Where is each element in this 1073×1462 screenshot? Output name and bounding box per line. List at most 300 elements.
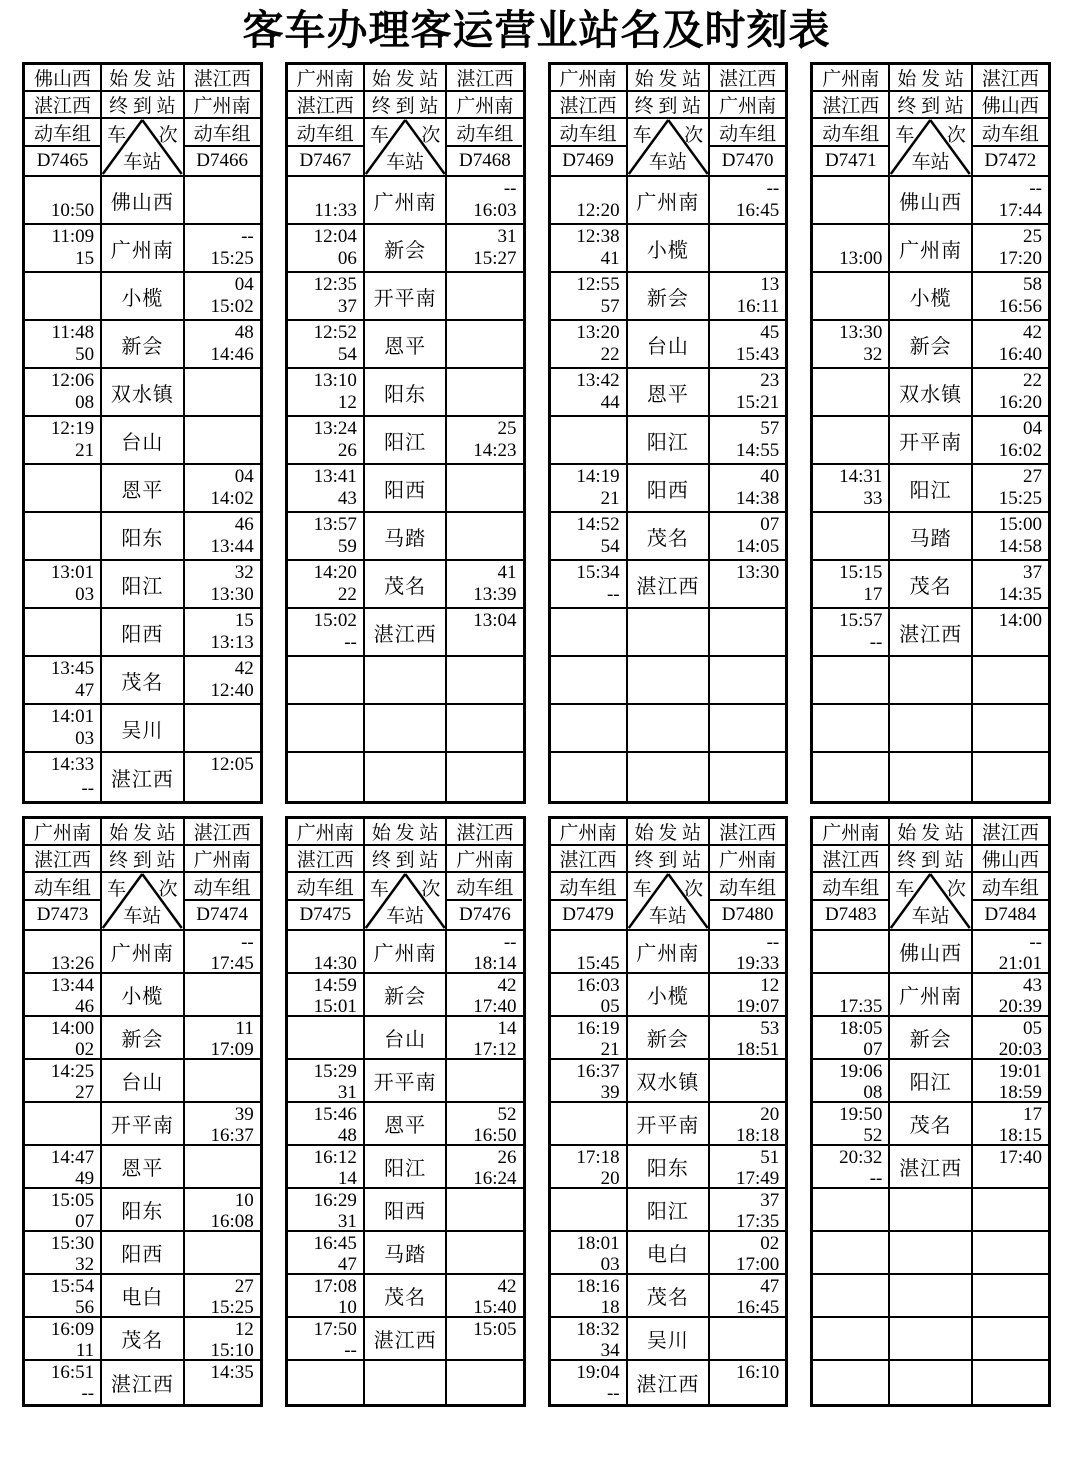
- down-arrive-time: 18:16: [576, 1276, 620, 1297]
- up-times-cell: [447, 417, 522, 463]
- down-depart-time: 48: [337, 1125, 357, 1146]
- up-times-cell: [447, 1318, 522, 1359]
- down-times-cell: [551, 1146, 626, 1187]
- station-name-cell: 阳西: [100, 609, 185, 655]
- station-name-cell: 阳江: [363, 417, 448, 463]
- up-arrive-time: 16:56: [998, 296, 1042, 317]
- up-times-cell: [185, 1275, 260, 1316]
- down-arrive-time: 12:19: [50, 418, 95, 439]
- down-depart-time: 11:33: [314, 200, 357, 221]
- emu-label-right: 动车组: [710, 119, 785, 147]
- emu-label-left: 动车组: [813, 119, 888, 147]
- up-times-cell: [710, 417, 785, 463]
- station-name-cell: 新会: [100, 1017, 185, 1058]
- station-name-cell: 开平南: [363, 273, 448, 319]
- up-arrive-time: 14:23: [473, 440, 517, 461]
- train-number-row: [551, 119, 786, 177]
- train-station-diagonal-header: [100, 873, 185, 929]
- station-name-cell: 湛江西: [363, 1318, 448, 1359]
- station-name-cell: [888, 1318, 973, 1359]
- station-name-cell: 新会: [626, 1017, 711, 1058]
- down-arrive-time: 12:35: [313, 274, 357, 295]
- station-name-cell: 湛江西: [626, 1361, 711, 1404]
- up-arrive-time: 13:13: [210, 632, 254, 653]
- down-times-cell: [813, 513, 888, 559]
- down-depart-time: --: [869, 1168, 883, 1189]
- station-row: [813, 225, 1048, 273]
- terminal-right-station: 佛山西: [981, 96, 1039, 117]
- station-row: [813, 1060, 1048, 1103]
- down-depart-time: 10:50: [50, 200, 95, 221]
- station-row: [551, 1017, 786, 1060]
- up-times-cell: [710, 705, 785, 751]
- station-name-cell: 茂名: [888, 561, 973, 607]
- station-name-cell: 电白: [100, 1275, 185, 1316]
- down-arrive-time: 16:29: [313, 1190, 357, 1211]
- train-char: 车: [895, 879, 915, 900]
- up-times-cell: [447, 1103, 522, 1144]
- origin-row: [288, 65, 523, 92]
- station-row: [25, 417, 260, 465]
- up-times-cell: [185, 1060, 260, 1101]
- down-depart-time: 14: [337, 1168, 357, 1189]
- down-times-cell: [813, 974, 888, 1015]
- up-times-cell: [710, 1361, 785, 1404]
- down-times-cell: [25, 369, 100, 415]
- number-char: 次: [421, 879, 441, 900]
- down-times-cell: [25, 1017, 100, 1058]
- down-depart-time: 15: [75, 248, 95, 269]
- train-station-diagonal-header: [888, 119, 973, 175]
- up-times-cell: [710, 931, 785, 972]
- station-char: 车站: [123, 152, 162, 173]
- down-arrive-time: 12:38: [576, 226, 620, 247]
- up-arrive-time: 13:44: [210, 536, 254, 557]
- down-arrive-time: 14:25: [50, 1061, 95, 1082]
- down-times-cell: [288, 177, 363, 223]
- station-row: [288, 273, 523, 321]
- station-row: [551, 931, 786, 974]
- up-arrive-time: 14:38: [735, 488, 780, 509]
- train-char: 车: [107, 125, 127, 146]
- down-arrive-time: 13:01: [50, 562, 95, 583]
- left-train-col: [813, 119, 888, 175]
- terminal-label: 终 到 站: [363, 846, 448, 871]
- up-depart-time: --: [766, 178, 780, 199]
- down-times-cell: [551, 1275, 626, 1316]
- down-arrive-time: 13:57: [313, 514, 357, 535]
- up-arrive-time: 19:33: [735, 953, 780, 974]
- emu-label-left: 动车组: [25, 119, 100, 147]
- up-times-cell: [973, 1232, 1048, 1273]
- station-row: [25, 657, 260, 705]
- station-char: 车站: [648, 152, 687, 173]
- up-arrive-time: 17:00: [735, 1254, 780, 1275]
- train-number-right: D7466: [196, 150, 249, 171]
- up-depart-time: 53: [760, 1018, 780, 1039]
- up-times-cell: [710, 1318, 785, 1359]
- station-row: [551, 1275, 786, 1318]
- station-row: [813, 177, 1048, 225]
- down-arrive-time: 13:20: [576, 322, 620, 343]
- up-times-cell: [973, 1361, 1048, 1404]
- station-name-cell: 湛江西: [626, 561, 711, 607]
- down-arrive-time: 14:19: [576, 466, 620, 487]
- number-char: 次: [946, 879, 966, 900]
- origin-label: 始 发 站: [363, 65, 448, 90]
- station-row: [551, 321, 786, 369]
- down-times-cell: [288, 931, 363, 972]
- up-times-cell: [447, 1060, 522, 1101]
- down-times-cell: [288, 369, 363, 415]
- emu-label-left: 动车组: [288, 119, 363, 147]
- station-row: [813, 1146, 1048, 1189]
- up-depart-time: 37: [760, 1190, 780, 1211]
- terminal-label: 终 到 站: [626, 92, 711, 117]
- station-row: [551, 974, 786, 1017]
- up-times-cell: [973, 1189, 1048, 1230]
- down-depart-time: --: [81, 1383, 95, 1404]
- up-depart-time: 57: [760, 418, 780, 439]
- down-depart-time: 39: [600, 1082, 620, 1103]
- station-row: [551, 609, 786, 657]
- station-name-cell: 新会: [100, 321, 185, 367]
- terminal-label: 终 到 站: [888, 92, 973, 117]
- down-depart-time: 34: [600, 1340, 620, 1361]
- down-times-cell: [288, 609, 363, 655]
- up-times-cell: [185, 273, 260, 319]
- up-times-cell: [185, 561, 260, 607]
- origin-right-station: 湛江西: [719, 823, 777, 844]
- down-times-cell: [25, 1060, 100, 1101]
- up-times-cell: [973, 465, 1048, 511]
- station-name-cell: 台山: [363, 1017, 448, 1058]
- up-depart-time: 13:04: [473, 610, 517, 631]
- station-row: [813, 369, 1048, 417]
- up-arrive-time: 17:20: [998, 248, 1042, 269]
- up-depart-time: 42: [1022, 322, 1042, 343]
- down-times-cell: [813, 1017, 888, 1058]
- number-char: 次: [158, 125, 178, 146]
- train-number-left: D7479: [562, 904, 614, 925]
- station-name-cell: 湛江西: [363, 609, 448, 655]
- right-train-col: [973, 873, 1048, 929]
- up-arrive-time: 17:45: [210, 953, 254, 974]
- terminal-right-station: 佛山西: [981, 850, 1039, 871]
- up-times-cell: [710, 657, 785, 703]
- up-arrive-time: 16:40: [998, 344, 1042, 365]
- down-depart-time: 11: [75, 1340, 95, 1361]
- up-arrive-time: 16:24: [473, 1168, 517, 1189]
- station-char: 车站: [911, 152, 950, 173]
- down-depart-time: 03: [75, 728, 95, 749]
- up-times-cell: [185, 609, 260, 655]
- station-row: [288, 321, 523, 369]
- station-name-cell: 小榄: [888, 273, 973, 319]
- station-name-cell: 佛山西: [888, 931, 973, 972]
- station-name-cell: 阳江: [363, 1146, 448, 1187]
- up-depart-time: 25: [497, 418, 517, 439]
- station-name-cell: 开平南: [888, 417, 973, 463]
- station-name-cell: 广州南: [626, 931, 711, 972]
- down-depart-time: 20: [600, 1168, 620, 1189]
- down-depart-time: 02: [75, 1039, 95, 1060]
- down-depart-time: 41: [600, 248, 620, 269]
- left-train-col: [288, 873, 363, 929]
- down-depart-time: 32: [75, 1254, 95, 1275]
- down-times-cell: [25, 753, 100, 801]
- down-arrive-time: 13:30: [839, 322, 883, 343]
- origin-row: [813, 819, 1048, 846]
- up-depart-time: 11: [235, 1018, 254, 1039]
- down-arrive-time: 16:12: [313, 1147, 357, 1168]
- up-times-cell: [973, 705, 1048, 751]
- train-number-left: D7465: [36, 150, 89, 171]
- down-times-cell: [288, 1275, 363, 1316]
- station-row: [551, 369, 786, 417]
- up-times-cell: [447, 753, 522, 801]
- right-train-col: [973, 119, 1048, 175]
- up-depart-time: 39: [234, 1104, 254, 1125]
- up-times-cell: [447, 931, 522, 972]
- station-row: [288, 974, 523, 1017]
- terminal-row: [813, 92, 1048, 119]
- down-arrive-time: 14:31: [839, 466, 883, 487]
- train-number-right: D7472: [984, 150, 1037, 171]
- station-row: [25, 1146, 260, 1189]
- origin-left-station: 广州南: [34, 823, 92, 844]
- up-times-cell: [447, 1189, 522, 1230]
- up-depart-time: 52: [497, 1104, 517, 1125]
- down-times-cell: [288, 1318, 363, 1359]
- station-row: [25, 1275, 260, 1318]
- down-times-cell: [25, 1275, 100, 1316]
- up-times-cell: [710, 465, 785, 511]
- down-arrive-time: 12:04: [313, 226, 357, 247]
- up-depart-time: 17: [1022, 1104, 1042, 1125]
- down-times-cell: [288, 1017, 363, 1058]
- up-arrive-time: 18:15: [998, 1125, 1042, 1146]
- up-times-cell: [185, 931, 260, 972]
- down-times-cell: [551, 465, 626, 511]
- emu-label-left: 动车组: [551, 873, 626, 901]
- station-name-cell: 阳西: [100, 1232, 185, 1273]
- down-times-cell: [25, 321, 100, 367]
- terminal-left-station: 湛江西: [296, 850, 354, 871]
- station-name-cell: 阳东: [100, 1189, 185, 1230]
- station-row: [25, 1017, 260, 1060]
- station-char: 车站: [123, 906, 162, 927]
- up-depart-time: --: [241, 932, 254, 953]
- station-name-cell: [626, 609, 711, 655]
- station-name-cell: 茂名: [363, 561, 448, 607]
- station-name-cell: 吴川: [626, 1318, 711, 1359]
- down-arrive-time: 13:10: [313, 370, 357, 391]
- down-times-cell: [25, 273, 100, 319]
- down-times-cell: [813, 705, 888, 751]
- station-row: [551, 561, 786, 609]
- station-row: [25, 1232, 260, 1275]
- station-name-cell: 广州南: [888, 974, 973, 1015]
- station-row: [288, 931, 523, 974]
- down-times-cell: [25, 1232, 100, 1273]
- up-times-cell: [447, 705, 522, 751]
- down-depart-time: 52: [863, 1125, 883, 1146]
- timetable-card-D7471-D7472: [810, 62, 1051, 804]
- down-depart-time: 13:26: [50, 953, 95, 974]
- down-depart-time: 21: [75, 440, 95, 461]
- down-arrive-time: 12:55: [576, 274, 620, 295]
- up-depart-time: 41: [497, 562, 517, 583]
- station-name-cell: 佛山西: [100, 177, 185, 223]
- down-depart-time: 22: [600, 344, 620, 365]
- up-depart-time: 15:05: [473, 1319, 517, 1340]
- station-name-cell: 广州南: [100, 931, 185, 972]
- train-station-diagonal-header: [100, 119, 185, 175]
- down-depart-time: 12:20: [576, 200, 620, 221]
- station-name-cell: [888, 1232, 973, 1273]
- terminal-label: 终 到 站: [626, 846, 711, 871]
- up-times-cell: [185, 321, 260, 367]
- up-arrive-time: 20:03: [998, 1039, 1042, 1060]
- origin-label: 始 发 站: [626, 819, 711, 844]
- down-times-cell: [813, 1275, 888, 1316]
- number-char: 次: [946, 125, 966, 146]
- origin-left-station: 佛山西: [34, 69, 92, 90]
- station-name-cell: 阳西: [626, 465, 711, 511]
- down-depart-time: 26: [337, 440, 357, 461]
- station-name-cell: 双水镇: [888, 369, 973, 415]
- train-number-left: D7469: [562, 150, 614, 171]
- down-times-cell: [813, 1361, 888, 1404]
- station-row: [288, 1189, 523, 1232]
- station-row: [25, 225, 260, 273]
- up-depart-time: 14:00: [998, 610, 1042, 631]
- origin-label: 始 发 站: [100, 65, 185, 90]
- origin-label: 始 发 站: [363, 819, 448, 844]
- station-row: [813, 321, 1048, 369]
- up-depart-time: 12:05: [210, 754, 254, 775]
- up-times-cell: [447, 225, 522, 271]
- up-arrive-time: 16:45: [735, 1297, 780, 1318]
- down-times-cell: [813, 1146, 888, 1187]
- down-times-cell: [25, 177, 100, 223]
- up-arrive-time: 13:30: [210, 584, 254, 605]
- up-arrive-time: 19:07: [735, 996, 780, 1017]
- left-train-col: [551, 119, 626, 175]
- station-row: [551, 705, 786, 753]
- up-times-cell: [710, 1275, 785, 1316]
- down-depart-time: 47: [75, 680, 95, 701]
- up-times-cell: [710, 369, 785, 415]
- up-times-cell: [447, 974, 522, 1015]
- down-arrive-time: 18:05: [839, 1018, 883, 1039]
- station-name-cell: 茂名: [626, 513, 711, 559]
- train-number-right: D7484: [984, 904, 1037, 925]
- page-title: 客车办理客运营业站名及时刻表: [242, 7, 831, 53]
- station-row: [25, 974, 260, 1017]
- down-depart-time: 31: [337, 1082, 357, 1103]
- down-times-cell: [288, 417, 363, 463]
- train-number-left: D7475: [299, 904, 352, 925]
- station-name-cell: [363, 705, 448, 751]
- origin-right-station: 湛江西: [981, 823, 1039, 844]
- up-depart-time: 58: [1022, 274, 1042, 295]
- down-arrive-time: 16:19: [576, 1018, 620, 1039]
- up-times-cell: [447, 1361, 522, 1404]
- emu-label-left: 动车组: [551, 119, 626, 147]
- down-depart-time: 03: [600, 1254, 620, 1275]
- down-depart-time: 03: [75, 584, 95, 605]
- train-number-left: D7471: [824, 150, 877, 171]
- up-times-cell: [447, 609, 522, 655]
- up-times-cell: [973, 513, 1048, 559]
- up-depart-time: 31: [497, 226, 517, 247]
- station-name-cell: 开平南: [363, 1060, 448, 1101]
- left-train-col: [288, 119, 363, 175]
- down-times-cell: [813, 561, 888, 607]
- down-arrive-time: 14:47: [50, 1147, 95, 1168]
- station-name-cell: 开平南: [100, 1103, 185, 1144]
- up-times-cell: [447, 561, 522, 607]
- down-times-cell: [288, 273, 363, 319]
- station-name-cell: 茂名: [100, 1318, 185, 1359]
- train-char: 车: [369, 125, 389, 146]
- train-station-diagonal-header: [888, 873, 973, 929]
- up-times-cell: [710, 1232, 785, 1273]
- up-times-cell: [447, 513, 522, 559]
- down-times-cell: [288, 513, 363, 559]
- terminal-left-station: 湛江西: [822, 96, 880, 117]
- station-name-cell: 新会: [888, 321, 973, 367]
- station-name-cell: 湛江西: [888, 609, 973, 655]
- station-name-cell: 新会: [363, 974, 448, 1015]
- station-row: [813, 465, 1048, 513]
- terminal-label: 终 到 站: [363, 92, 448, 117]
- terminal-right-station: 广州南: [456, 850, 514, 871]
- up-times-cell: [973, 417, 1048, 463]
- up-times-cell: [185, 1361, 260, 1404]
- up-arrive-time: 18:14: [473, 953, 517, 974]
- emu-label-right: 动车组: [710, 873, 785, 901]
- down-depart-time: 17:35: [839, 996, 883, 1017]
- down-arrive-time: 18:32: [576, 1319, 620, 1340]
- down-depart-time: 07: [75, 1211, 95, 1232]
- up-times-cell: [973, 1318, 1048, 1359]
- down-depart-time: --: [81, 778, 95, 799]
- station-name-cell: 湛江西: [100, 1361, 185, 1404]
- station-char: 车站: [648, 906, 687, 927]
- station-row: [25, 561, 260, 609]
- station-name-cell: [888, 1361, 973, 1404]
- up-depart-time: 51: [760, 1147, 780, 1168]
- terminal-left-station: 湛江西: [822, 850, 880, 871]
- down-arrive-time: 15:02: [313, 610, 357, 631]
- up-times-cell: [447, 177, 522, 223]
- down-arrive-time: 14:20: [313, 562, 357, 583]
- down-arrive-time: 16:03: [576, 975, 620, 996]
- station-name-cell: 小榄: [100, 974, 185, 1015]
- up-times-cell: [973, 974, 1048, 1015]
- up-arrive-time: 14:55: [735, 440, 780, 461]
- station-row: [551, 177, 786, 225]
- up-times-cell: [447, 273, 522, 319]
- down-times-cell: [25, 1318, 100, 1359]
- up-arrive-time: 15:27: [473, 248, 517, 269]
- train-number-row: [25, 873, 260, 931]
- down-arrive-time: 17:50: [313, 1319, 357, 1340]
- station-row: [551, 417, 786, 465]
